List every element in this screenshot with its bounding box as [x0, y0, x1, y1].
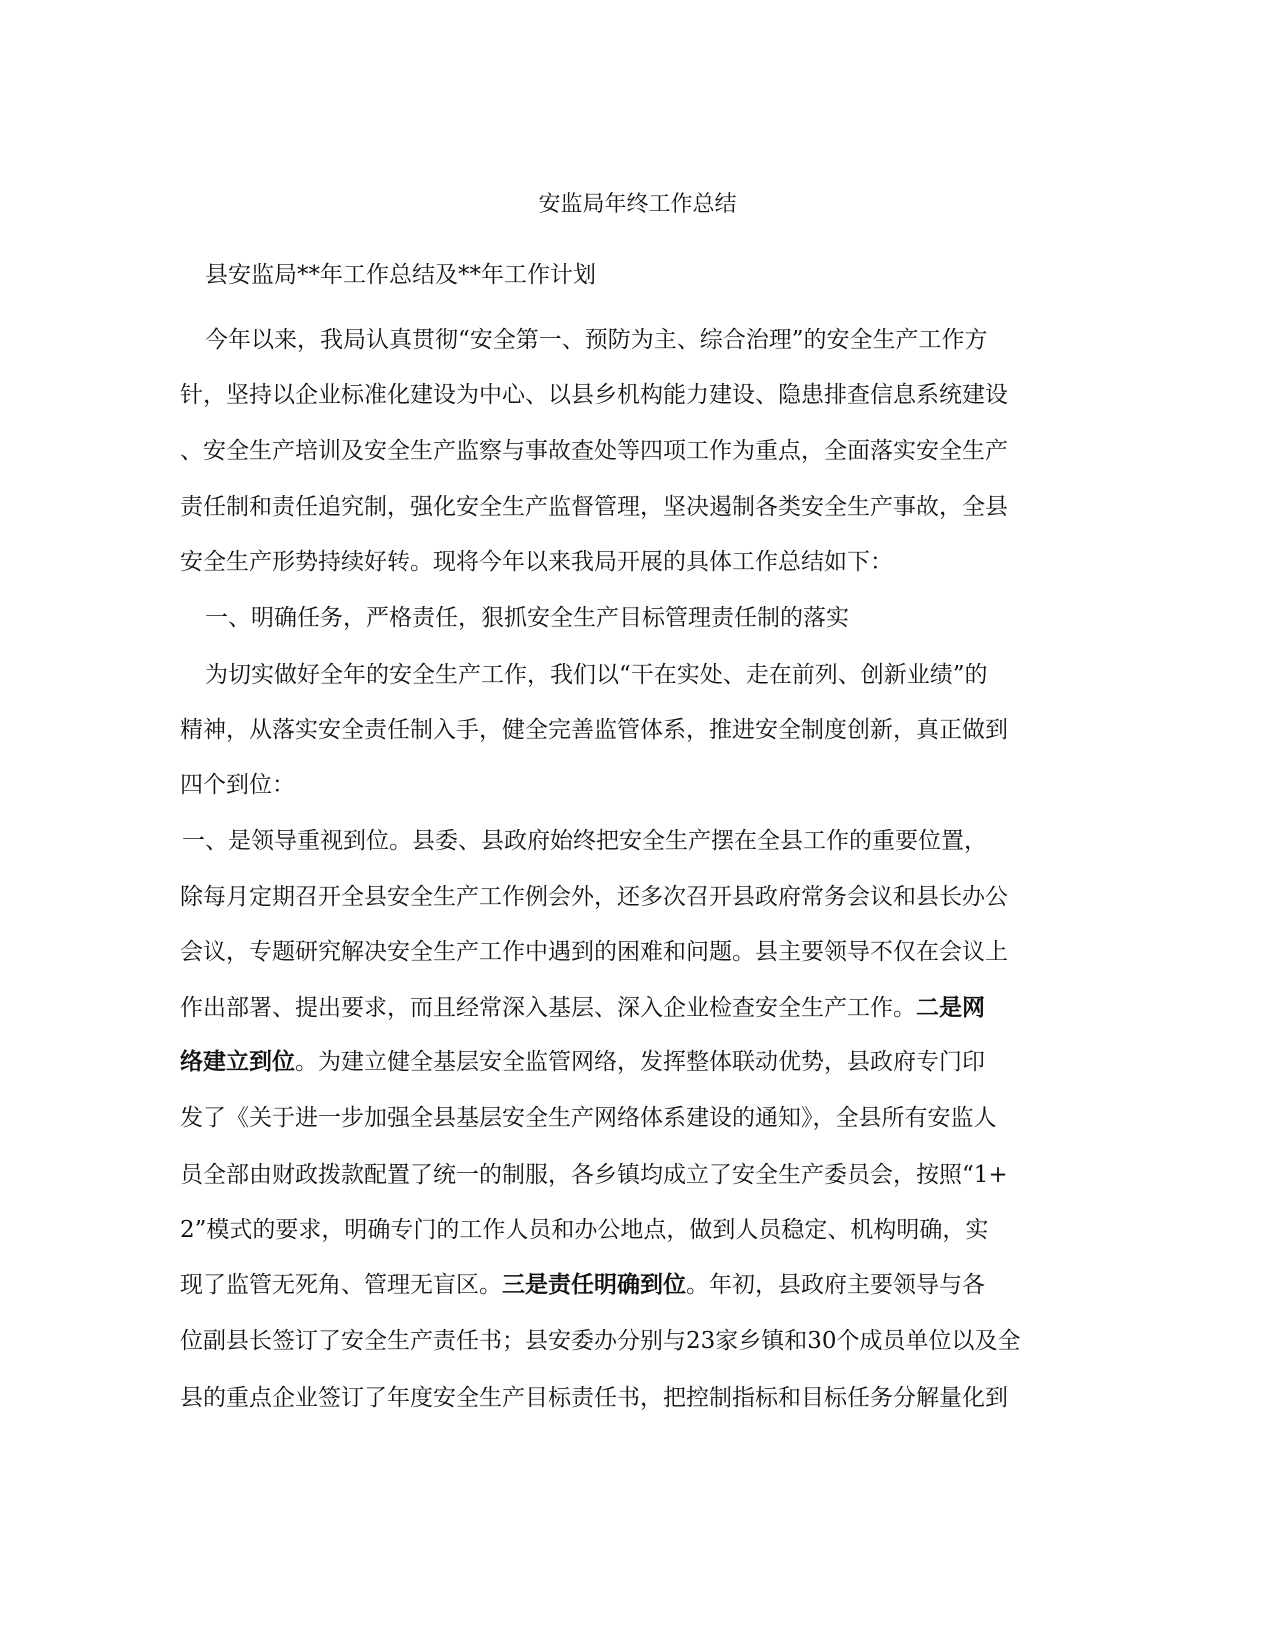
body-text: 位副县长签订了安全生产责任书；县安委办分别与23家乡镇和30个成员单位以及全	[180, 1328, 1021, 1354]
body-text: 。年初，县政府主要领导与各	[686, 1272, 985, 1298]
body-line	[180, 882, 1092, 912]
body-text: 安全生产形势持续好转。现将今年以来我局开展的具体工作总结如下：	[180, 549, 893, 575]
body-line	[180, 715, 1092, 745]
body-text: 为切实做好全年的安全生产工作，我们以“干在实处、走在前列、创新业绩”的	[205, 662, 988, 688]
body-line	[180, 1160, 1092, 1190]
body-line	[180, 770, 1092, 800]
body-text: 、安全生产培训及安全生产监察与事故查处等四项工作为重点，全面落实安全生产	[180, 438, 1008, 464]
body-text: 现了监管无死角、管理无盲区。	[180, 1272, 502, 1298]
body-line	[180, 1215, 1092, 1245]
body-line	[180, 937, 1092, 967]
body-text: 发了《关于进一步加强全县基层安全生产网络体系建设的通知》，全县所有安监人	[180, 1105, 997, 1131]
body-text: 。为建立健全基层安全监管网络，发挥整体联动优势，县政府专门印	[295, 1049, 985, 1075]
bold-emphasis: 三是责任明确到位	[502, 1271, 686, 1298]
body-line	[205, 660, 1092, 690]
body-line	[180, 1383, 1092, 1413]
body-text: 除每月定期召开全县安全生产工作例会外，还多次召开县政府常务会议和县长办公	[180, 884, 1008, 910]
body-text: 责任制和责任追究制，强化安全生产监督管理，坚决遏制各类安全生产事故，全县	[180, 494, 1008, 520]
body-text: 今年以来，我局认真贯彻“安全第一、预防为主、综合治理”的安全生产工作方	[205, 327, 988, 353]
body-line	[205, 603, 1092, 633]
body-line	[180, 1326, 1092, 1356]
body-text: 员全部由财政拨款配置了统一的制服，各乡镇均成立了安全生产委员会，按照“1+	[180, 1162, 1008, 1188]
body-text: 针，坚持以企业标准化建设为中心、以县乡机构能力建设、隐患排查信息系统建设	[180, 382, 1008, 408]
body-line	[180, 1270, 1092, 1300]
body-line	[180, 436, 1092, 466]
body-text: 县的重点企业签订了年度安全生产目标责任书，把控制指标和目标任务分解量化到	[180, 1385, 1008, 1411]
body-line	[182, 826, 1092, 856]
body-line	[180, 993, 1092, 1023]
body-line	[180, 1047, 1092, 1077]
body-text: 会议，专题研究解决安全生产工作中遇到的困难和问题。县主要领导不仅在会议上	[180, 939, 1008, 965]
body-line	[180, 547, 1092, 577]
document-title: 安监局年终工作总结	[538, 192, 737, 217]
body-text: 精神，从落实安全责任制入手，健全完善监管体系，推进安全制度创新，真正做到	[180, 717, 1008, 743]
bold-emphasis: 二是网	[916, 994, 985, 1021]
body-line	[180, 380, 1092, 410]
body-text: 作出部署、提出要求，而且经常深入基层、深入企业检查安全生产工作。	[180, 995, 916, 1021]
body-line	[180, 1103, 1092, 1133]
body-line	[180, 492, 1092, 522]
body-line	[205, 325, 1092, 355]
body-text: 一、是领导重视到位。县委、县政府始终把安全生产摆在全县工作的重要位置，	[182, 828, 987, 854]
body-text: 2”模式的要求，明确专门的工作人员和办公地点，做到人员稳定、机构明确，实	[180, 1217, 989, 1243]
body-text: 一、明确任务，严格责任，狠抓安全生产目标管理责任制的落实	[205, 605, 849, 631]
bold-emphasis: 络建立到位	[180, 1048, 295, 1075]
body-line	[205, 260, 1092, 290]
body-text: 县安监局**年工作总结及**年工作计划	[205, 262, 596, 288]
body-text: 四个到位：	[180, 772, 295, 798]
